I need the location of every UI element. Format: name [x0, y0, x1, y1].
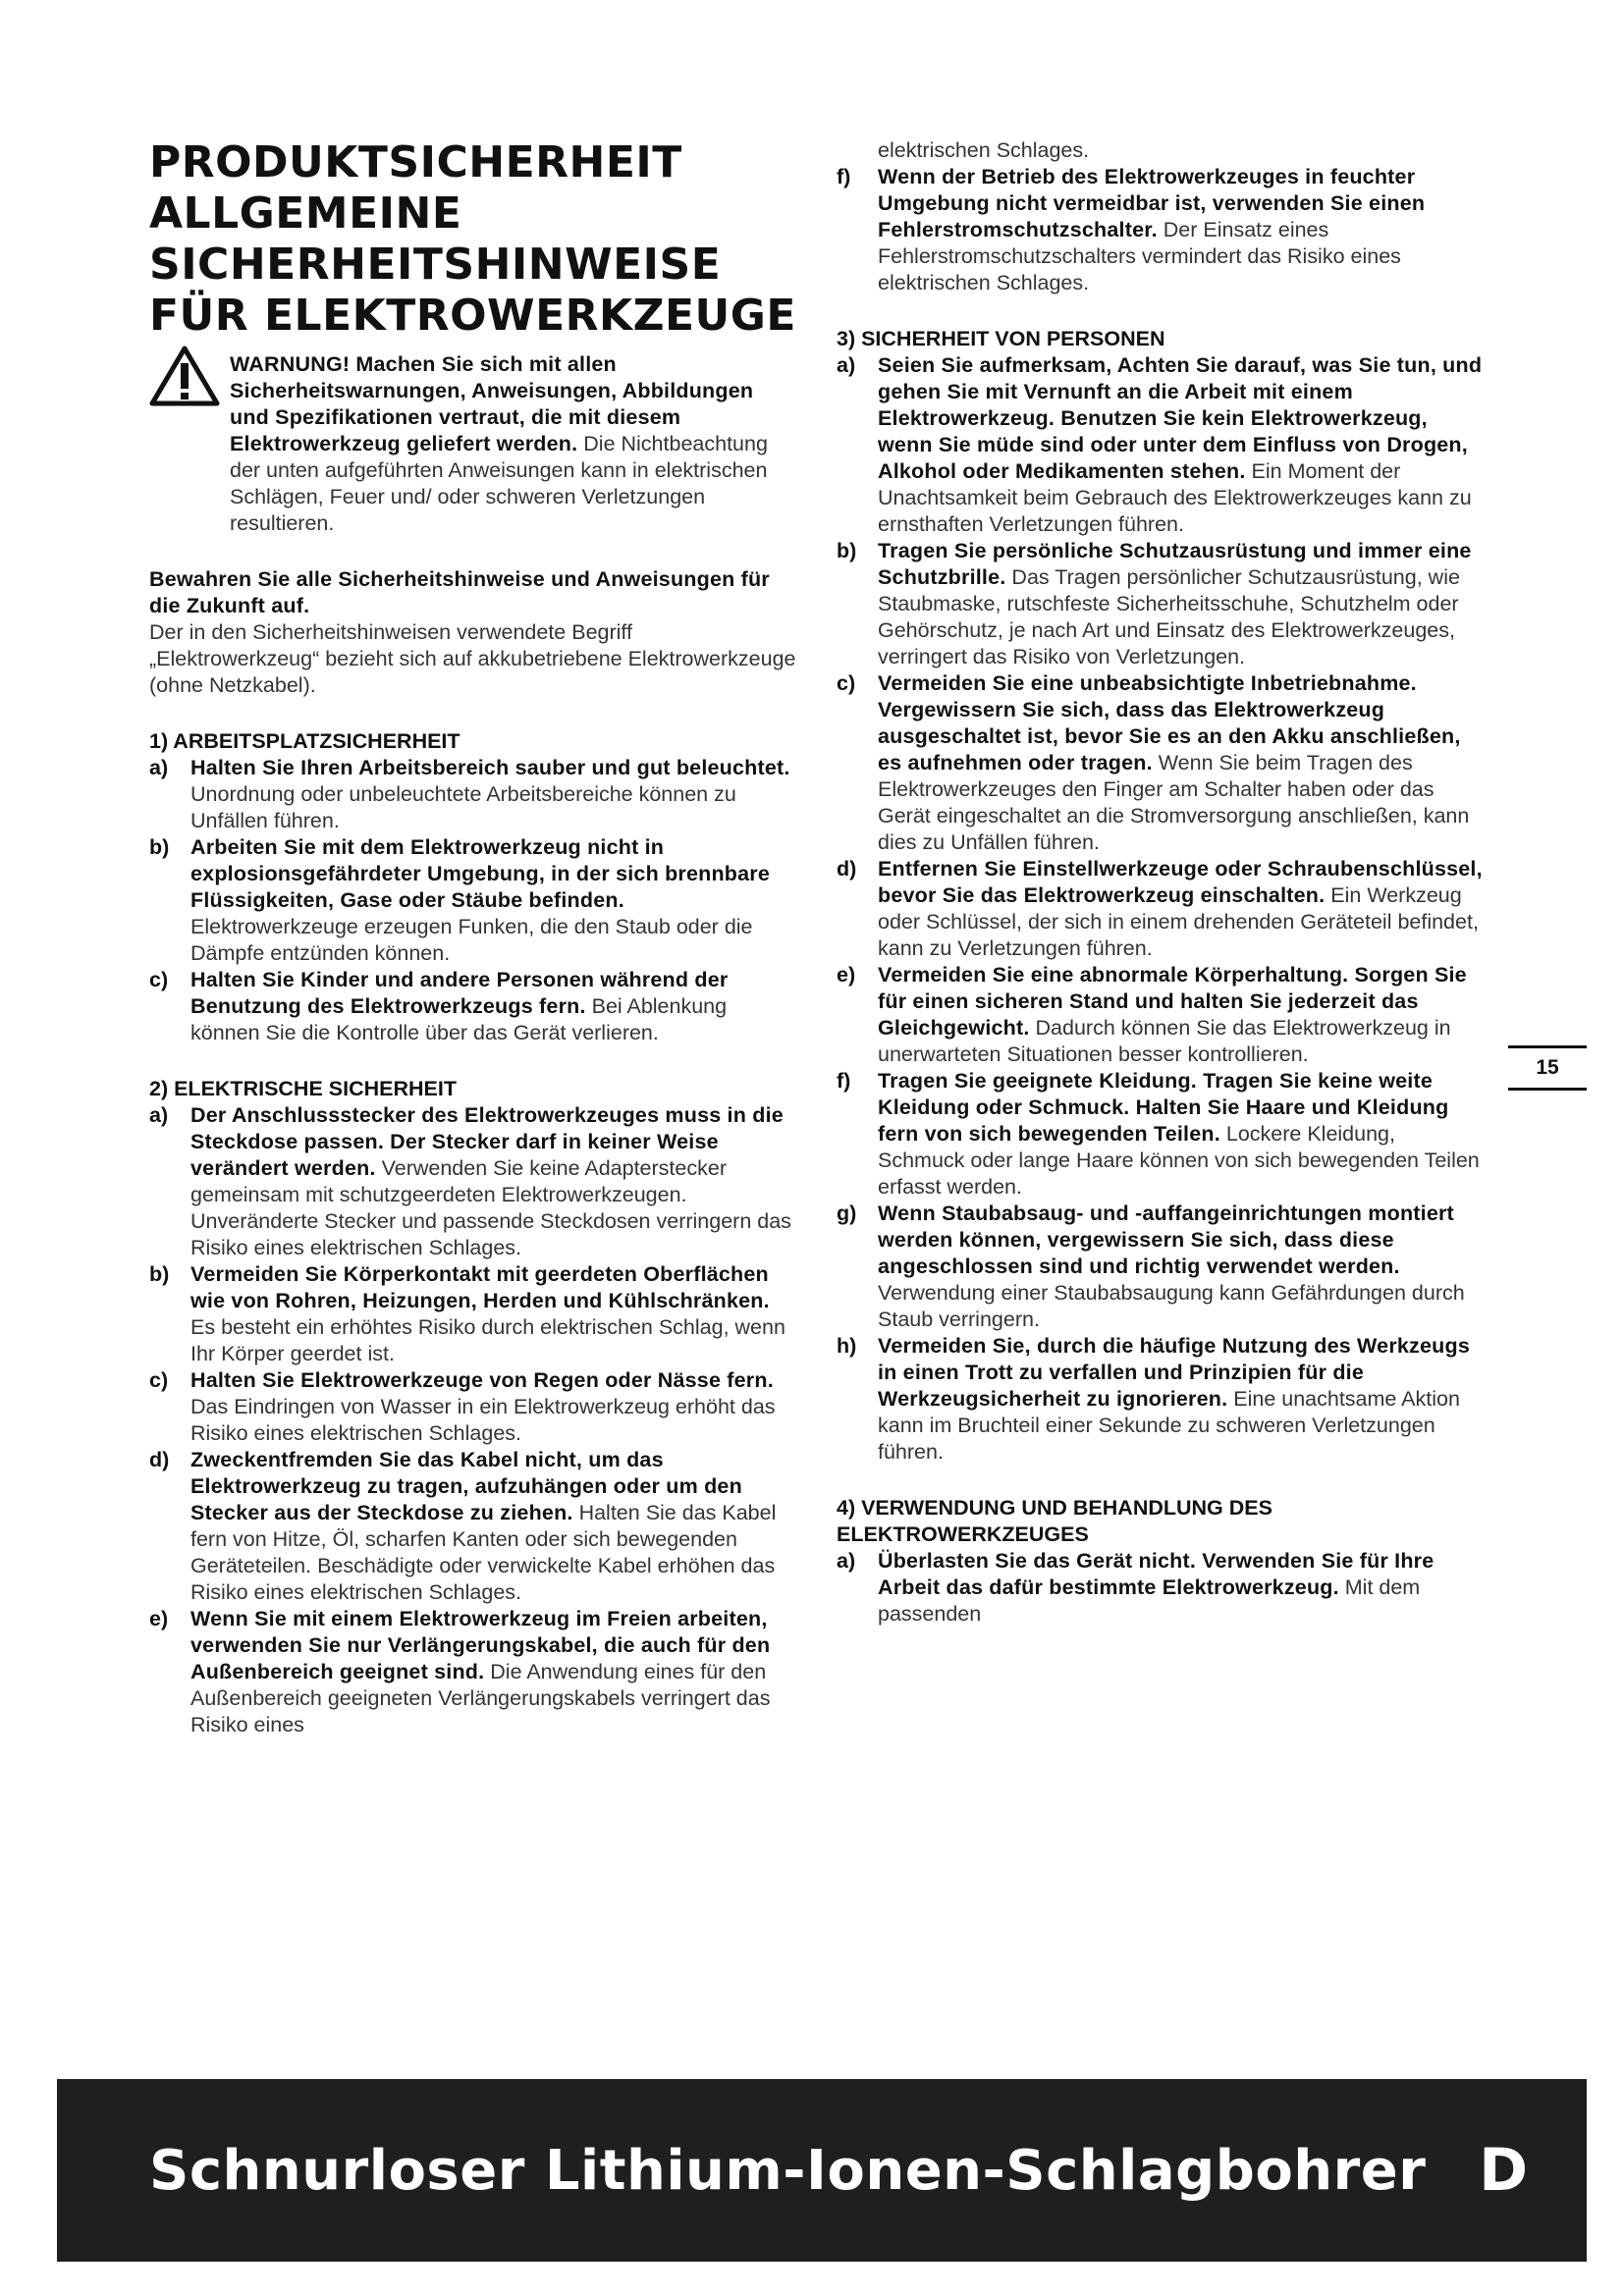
keep-instructions-text: Der in den Sicherheitshinweisen verwendete Begriff „Elektrowerkzeug“ bezieht sich auf akkubetriebene Elektrowerkzeuge (ohne Netzkabel). [149, 620, 796, 697]
warning-block [149, 351, 797, 537]
list-item: b) Arbeiten Sie mit dem Elektrowerkzeug nicht in explosionsgefährdeter Umgebung, in der sich brennbare Flüssigkeiten, Gase oder Stäube befinden. Elektrowerkzeuge erzeugen Funken, die den Staub oder die Dämpfe entzünden können. [149, 835, 771, 965]
list-item: g) Wenn Staubabsaug- und -auffangeinrichtungen montiert werden können, vergewissern Sie sich, dass diese angeschlossen sind und richtig verwendet werden. Verwendung einer Staubabsaugung kann Gefährdungen durch Staub verringern. [837, 1201, 1465, 1331]
list-item: e) Wenn Sie mit einem Elektrowerkzeug im Freien arbeiten, verwenden Sie nur Verlängerungskabel, die auch für den Außenbereich geeignet sind. Die Anwendung eines für den Außenbereich geeigneten Verlängerungskabels verringert das Risiko eines [149, 1607, 771, 1736]
list-item: f) Tragen Sie geeignete Kleidung. Tragen Sie keine weite Kleidung oder Schmuck. Halten Sie Haare und Kleidung fern von sich bewegenden Teilen. Lockere Kleidung, Schmuck oder lange Haare können von sich bewegenden Teilen erfasst werden. [837, 1069, 1480, 1199]
section-heading-1: 1) ARBEITSPLATZSICHERHEIT [149, 729, 460, 753]
list-item: f) Wenn der Betrieb des Elektrowerkzeuges in feuchter Umgebung nicht vermeidbar ist, verwenden Sie einen Fehlerstromschutzschalter. Der Einsatz eines Fehlerstromschutzschalters vermindert das Risiko eines elektrischen Schlages. [837, 165, 1426, 294]
list-item: a) Halten Sie Ihren Arbeitsbereich sauber und gut beleuchtet. Unordnung oder unbeleuchtete Arbeitsbereiche können zu Unfällen führen. [149, 756, 790, 832]
continued-text: elektrischen Schlages. [878, 138, 1090, 162]
section-heading-4: 4) VERWENDUNG UND BEHANDLUNG DES ELEKTROWERKZEUGES [837, 1496, 1272, 1546]
list-item: a) Überlasten Sie das Gerät nicht. Verwenden Sie für Ihre Arbeit das dafür bestimmte Elektrowerkzeug. Mit dem passenden [837, 1549, 1435, 1626]
language-code: D [1479, 2136, 1528, 2205]
left-column [149, 137, 797, 1738]
section-heading-2: 2) ELEKTRISCHE SICHERHEIT [149, 1077, 457, 1100]
list-item: h) Vermeiden Sie, durch die häufige Nutzung des Werkzeugs in einen Trott zu verfallen und Prinzipien für die Werkzeugsicherheit zu ignorieren. Eine unachtsame Aktion kann im Bruchteil einer Sekunde zu schweren Verletzungen führen. [837, 1334, 1470, 1464]
list-item: a) Seien Sie aufmerksam, Achten Sie darauf, was Sie tun, und gehen Sie mit Vernunft an die Arbeit mit einem Elektrowerkzeug. Benutzen Sie kein Elektrowerkzeug, wenn Sie müde sind oder unter dem Einfluss von Drogen, Alkohol oder Medikamenten stehen. Ein Moment der Unachtsamkeit beim Gebrauch des Elektrowerkzeuges kann zu ernsthaften Verletzungen führen. [837, 353, 1483, 536]
warning-bold: WARNUNG! Machen Sie sich mit allen Sicherheitswarnungen, Anweisungen, Abbildungen und Spezifikationen vertraut, die mit diesem Elektrowerkzeug geliefert werden. [230, 352, 754, 455]
section-heading-3: 3) SICHERHEIT VON PERSONEN [837, 327, 1165, 350]
page-title: PRODUKTSICHERHEIT ALLGEMEINE SICHERHEITSHINWEISE FÜR ELEKTROWERKZEUGE [149, 137, 796, 341]
list-item: b) Tragen Sie persönliche Schutzausrüstung und immer eine Schutzbrille. Das Tragen persönlicher Schutzausrüstung, wie Staubmaske, rutschfeste Sicherheitsschuhe, Schutzhelm oder Gehörschutz, je nach Art und Einsatz des Elektrowerkzeuges, verringert das Risiko von Verletzungen. [837, 539, 1472, 668]
list-item: c) Halten Sie Elektrowerkzeuge von Regen oder Nässe fern. Das Eindringen von Wasser in ein Elektrowerkzeug erhöht das Risiko eines elektrischen Schlages. [149, 1368, 776, 1445]
list-item: d) Entfernen Sie Einstellwerkzeuge oder Schraubenschlüssel, bevor Sie das Elektrowerkzeug einschalten. Ein Werkzeug oder Schlüssel, der sich in einem drehenden Geräteteil befindet, kann zu Verletzungen führen. [837, 857, 1483, 960]
warning-triangle-icon [149, 346, 220, 406]
page-number: 15 [1508, 1045, 1587, 1091]
keep-instructions-bold: Bewahren Sie alle Sicherheitshinweise und Anweisungen für die Zukunft auf. [149, 567, 770, 617]
list-item: b) Vermeiden Sie Körperkontakt mit geerdeten Oberflächen wie von Rohren, Heizungen, Herden und Kühlschränken. Es besteht ein erhöhtes Risiko durch elektrischen Schlag, wenn Ihr Körper geerdet ist. [149, 1262, 785, 1365]
right-column [837, 137, 1485, 1628]
warning-text: Die Nichtbeachtung der unten aufgeführten Anweisungen kann in elektrischen Schlägen, Feuer und/ oder schweren Verletzungen resultieren. [230, 432, 768, 535]
list-item: e) Vermeiden Sie eine abnormale Körperhaltung. Sorgen Sie für einen sicheren Stand und halten Sie jederzeit das Gleichgewicht. Dadurch können Sie das Elektrowerkzeug in unerwarteten Situationen besser kontrollieren. [837, 963, 1467, 1066]
list-item: a) Der Anschlussstecker des Elektrowerkzeuges muss in die Steckdose passen. Der Stecker darf in keiner Weise verändert werden. Verwenden Sie keine Adapterstecker gemeinsam mit schutzgeerdeten Elektrowerkzeugen. Unveränderte Stecker und passende Steckdosen verringern das Risiko eines elektrischen Schlages. [149, 1103, 791, 1259]
list-item: c) Vermeiden Sie eine unbeabsichtigte Inbetriebnahme. Vergewissern Sie sich, dass das Elektrowerkzeug ausgeschaltet ist, bevor Sie es an den Akku anschließen, es aufnehmen oder tragen. Wenn Sie beim Tragen des Elektrowerkzeuges den Finger am Schalter haben oder das Gerät eingeschaltet an die Stromversorgung anschließen, kann dies zu Unfällen führen. [837, 671, 1470, 854]
footer-banner [57, 2079, 1587, 2262]
list-item: c) Halten Sie Kinder und andere Personen während der Benutzung des Elektrowerkzeugs fern. Bei Ablenkung können Sie die Kontrolle über das Gerät verlieren. [149, 968, 729, 1044]
product-title: Schnurloser Lithium-Ionen-Schlagbohrer [149, 2138, 1427, 2203]
list-item: d) Zweckentfremden Sie das Kabel nicht, um das Elektrowerkzeug zu tragen, aufzuhängen oder um den Stecker aus der Steckdose zu ziehen. Halten Sie das Kabel fern von Hitze, Öl, scharfen Kanten oder sich bewegenden Geräteteilen. Beschädigte oder verwickelte Kabel erhöhen das Risiko eines elektrischen Schlages. [149, 1448, 777, 1604]
